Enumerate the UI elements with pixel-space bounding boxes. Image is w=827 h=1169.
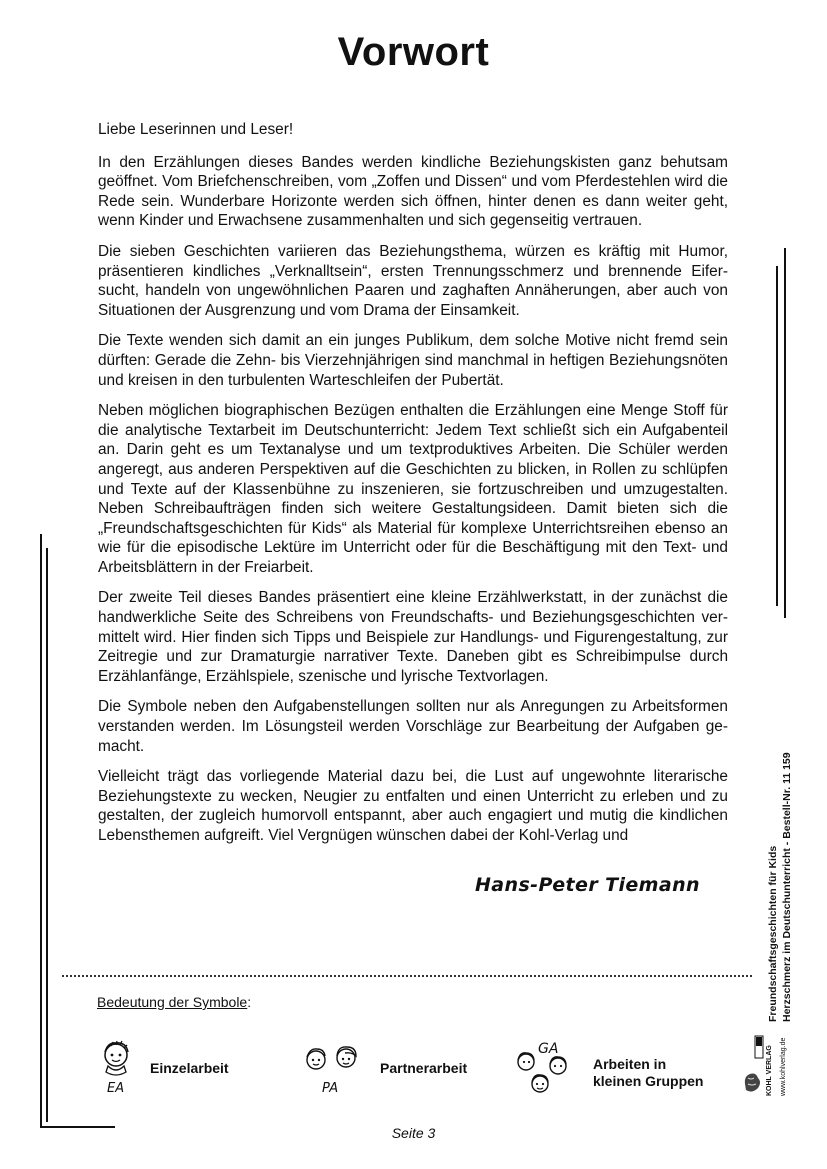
paragraph: Der zweite Teil dieses Bandes präsentiert eine kleine Erzählwerkstatt, in der zunächst die handwerkliche Seite des Schreibens von Freundschafts- und Beziehungsgeschichten vermittelt wird. Hier finden sich Tipps und Beispiele zur Handlungs- und Figurengestaltung, zur Zeitregie und zur Dramaturgie narrativer Texte. Daneben gibt es Schreibimpulse durch Erzählanfänge, Erzählspiele, szenische und lyrische Textvorlagen. [98, 589, 728, 685]
frame-line-left-outer [40, 534, 42, 1126]
frame-line-right-outer [784, 248, 786, 618]
sidebar-subtitle: Herzschmerz im Deutschunterricht - Bestell-Nr. 11 159 [781, 752, 793, 1022]
publisher-logo-text: KOHL VERLAG [766, 1045, 773, 1096]
paragraph: Die sieben Geschichten variieren das Beziehungsthema, würzen es kräftig mit Humor, präsentieren kindliches „Verknalltsein“, ersten Trennungsschmerz und brennende Eifersucht, handeln von ungewöhnlichen Paaren und zaghaften Annäherungen, aber auch von Situationen der Ausgrenzung und vom Drama der Einsamkeit. [98, 242, 728, 319]
frame-line-left-inner [46, 548, 48, 1122]
single-child-icon [98, 1040, 138, 1096]
greeting: Liebe Leserinnen und Leser! [98, 121, 294, 138]
paragraph: Die Symbole neben den Aufgabenstellungen sollten nur als Anregungen zu Arbeitsformen verstanden werden. Im Lösungsteil werden Vorschläge zur Bearbeitung der Aufgaben gemacht. [98, 698, 728, 755]
sidebar-info [752, 752, 808, 1066]
paragraph: Vielleicht trägt das vorliegende Material dazu bei, die Lust auf ungewohnte literarische Beziehungstexte zu wecken, Neugier zu entfalten und einen Unterricht zu erleben und zu gestalten, der zugleich humorvoll entspannt, aber auch engagiert und mutig die kindlichen Lebensthemen aufgreift. Viel Vergnügen wünschen dabei der Kohl-Verlag und [98, 768, 728, 844]
two-children-icon [300, 1044, 362, 1096]
legend-label-partnerarbeit: Partnerarbeit [380, 1060, 468, 1076]
ga-badge: GA [538, 1041, 559, 1057]
publisher-url: www.kohlverlag.de [780, 1037, 787, 1096]
legend-label-gruppen-line2: kleinen Gruppen [593, 1073, 704, 1089]
author-signature: Hans-Peter Tiemann [475, 874, 700, 896]
page-number: Seite 3 [391, 1125, 436, 1141]
legend-label-gruppen-line1: Arbeiten in [593, 1056, 667, 1072]
legend-title [97, 994, 251, 1010]
legend-label-gruppen [593, 1056, 703, 1090]
legend-label-einzelarbeit: Einzelarbeit [150, 1060, 229, 1076]
legend-title-colon: : [247, 994, 252, 1010]
group-children-icon [514, 1036, 578, 1098]
paragraph: Neben möglichen biographischen Bezügen enthalten die Erzählungen eine Menge Stoff für die analytische Textarbeit im Deutschunterricht: Jedem Text schließt sich ein Aufgabenteil an. Darin geht es um Textanalyse und um textproduktives Arbeiten. Die Schüler werden angeregt, aus anderen Perspektiven auf die Geschichten zu blicken, in Rollen zu schlüpfen und Texte auf der Klassenbühne zu inszenieren, sie fortzuschreiben und umzugestalten. Neben Schreibaufträgen finden sich weitere Gestaltungsideen. Damit bieten sich die „Freundschaftsgeschichten für Kids“ als Material für komplexe Unterrichtsreihen ebenso an wie für die episodische Lektüre im Unterricht oder für die Beschäftigung mit den Text- und Arbeitsblättern in der Freiarbeit. [98, 402, 728, 576]
page-title: Vorwort [337, 30, 490, 74]
paragraph: In den Erzählungen dieses Bandes werden kindliche Beziehungskisten ganz behutsam geöffnet. Vom Briefchenschreiben, vom „Zoffen und Dissen“ und vom Pferdestehlen wird die Rede sein. Wunderbare Horizonte werden sich öffnen, hinter denen es dann weiter geht, wenn Kinder und Erwachsene zusammenhalten und sich gegenseitig vertrauen. [98, 153, 728, 230]
separator-line [62, 975, 752, 977]
pa-badge: PA [322, 1081, 339, 1096]
frame-line-right-inner [776, 266, 778, 606]
paragraph: Die Texte wenden sich damit an ein junges Publikum, dem solche Motive nicht fremd sein dürften: Gerade die Zehn- bis Vierzehnjährigen sind manchmal in heftigen Beziehungsnöten und kreisen in den turbulenten Warteschleifen der Pubertät. [98, 332, 728, 389]
ea-badge: EA [107, 1081, 125, 1096]
legend-title-text: Bedeutung der Symbole [97, 994, 248, 1010]
foreword-body [98, 120, 728, 857]
publisher-info [752, 1034, 792, 1096]
sidebar-book-title: Freundschaftsgeschichten für Kids [767, 845, 779, 1022]
